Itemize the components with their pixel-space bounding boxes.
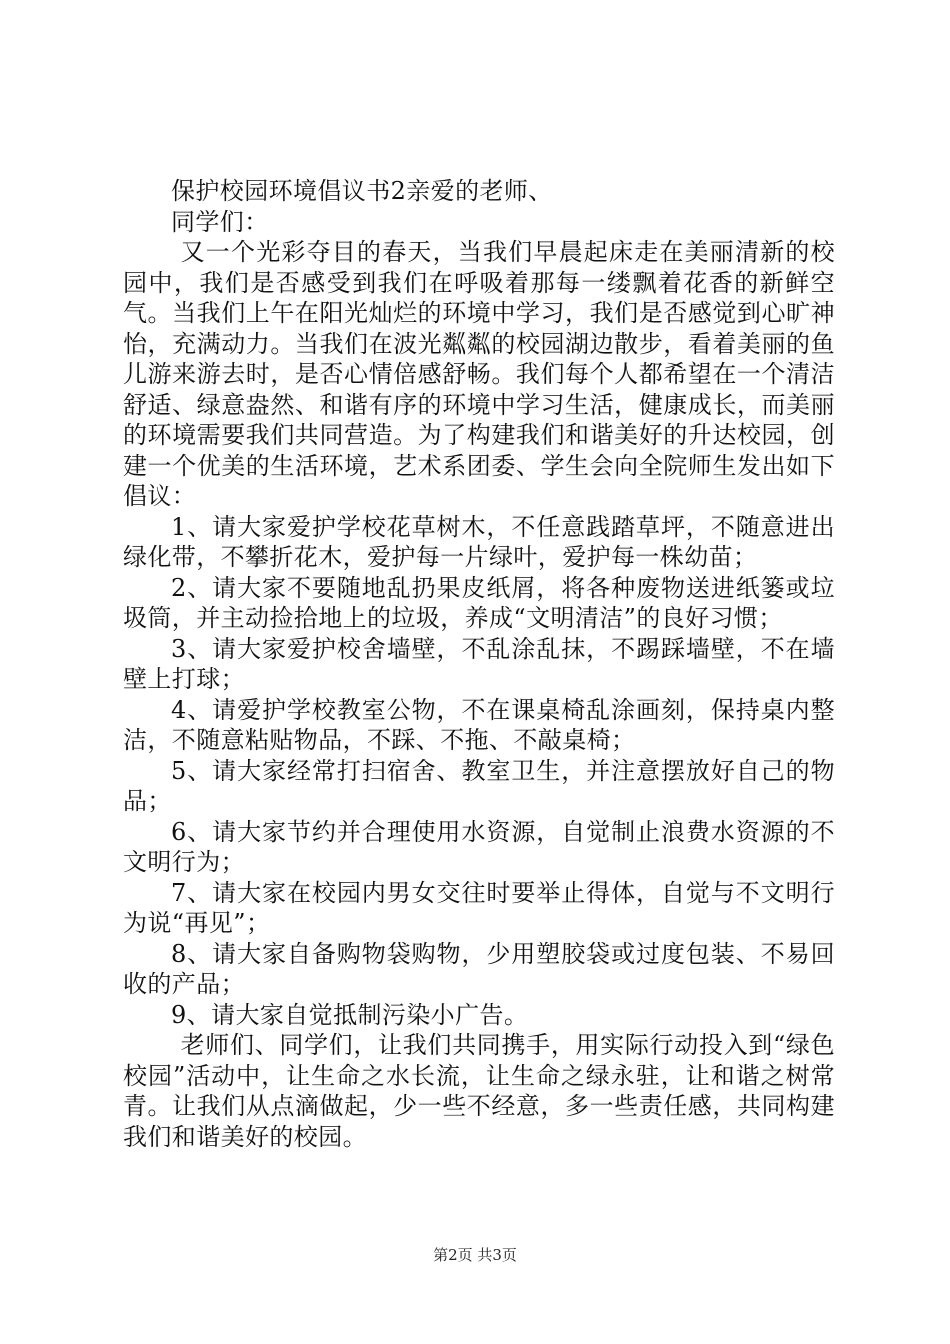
proposal-item-7: 7、请大家在校园内男女交往时要举止得体，自觉与不文明行为说“再见”；: [123, 878, 835, 937]
proposal-item-3: 3、请大家爱护校舍墙壁，不乱涂乱抹，不踢踩墙壁，不在墙壁上打球；: [123, 634, 835, 693]
page-footer: 第2页 共3页: [433, 1246, 517, 1264]
document-body: [123, 176, 835, 1152]
proposal-item-6: 6、请大家节约并合理使用水资源，自觉制止浪费水资源的不文明行为；: [123, 817, 835, 876]
intro-paragraph: 又一个光彩夺目的春天，当我们早晨起床走在美丽清新的校园中，我们是否感受到我们在呼吸着那每一缕飘着花香的新鲜空气。当我们上午在阳光灿烂的环境中学习，我们是否感觉到心旷神怡，充满动力。当我们在波光粼粼的校园湖边散步，看着美丽的鱼儿游来游去时，是否心情倍感舒畅。我们每个人都希望在一个清洁舒适、绿意盎然、和谐有序的环境中学习生活，健康成长，而美丽的环境需要我们共同营造。为了构建我们和谐美好的升达校园，创建一个优美的生活环境，艺术系团委、学生会向全院师生发出如下倡议：: [123, 238, 835, 510]
proposal-item-5: 5、请大家经常打扫宿舍、教室卫生，并注意摆放好自己的物品；: [123, 756, 835, 815]
proposal-item-9: 9、请大家自觉抵制污染小广告。: [171, 1000, 529, 1029]
heading-line: 保护校园环境倡议书2亲爱的老师、: [171, 177, 553, 205]
closing-paragraph: 老师们、同学们，让我们共同携手，用实际行动投入到“绿色校园”活动中，让生命之水长流，让生命之绿永驻，让和谐之树常青。让我们从点滴做起，少一些不经意，多一些责任感，共同构建我们和谐美好的校园。: [123, 1031, 835, 1151]
proposal-item-2: 2、请大家不要随地乱扔果皮纸屑，将各种废物送进纸篓或垃圾筒，并主动捡拾地上的垃圾，养成“文明清洁”的良好习惯；: [123, 573, 835, 632]
proposal-item-4: 4、请爱护学校教室公物，不在课桌椅乱涂画刻，保持桌内整洁，不随意粘贴物品，不踩、不拖、不敲桌椅；: [123, 695, 835, 754]
salutation: 同学们：: [171, 207, 269, 236]
proposal-item-1: 1、请大家爱护学校花草树木，不任意践踏草坪，不随意进出绿化带，不攀折花木，爱护每一片绿叶，爱护每一株幼苗；: [123, 512, 835, 571]
proposal-item-8: 8、请大家自备购物袋购物，少用塑胶袋或过度包装、不易回收的产品；: [123, 939, 835, 998]
